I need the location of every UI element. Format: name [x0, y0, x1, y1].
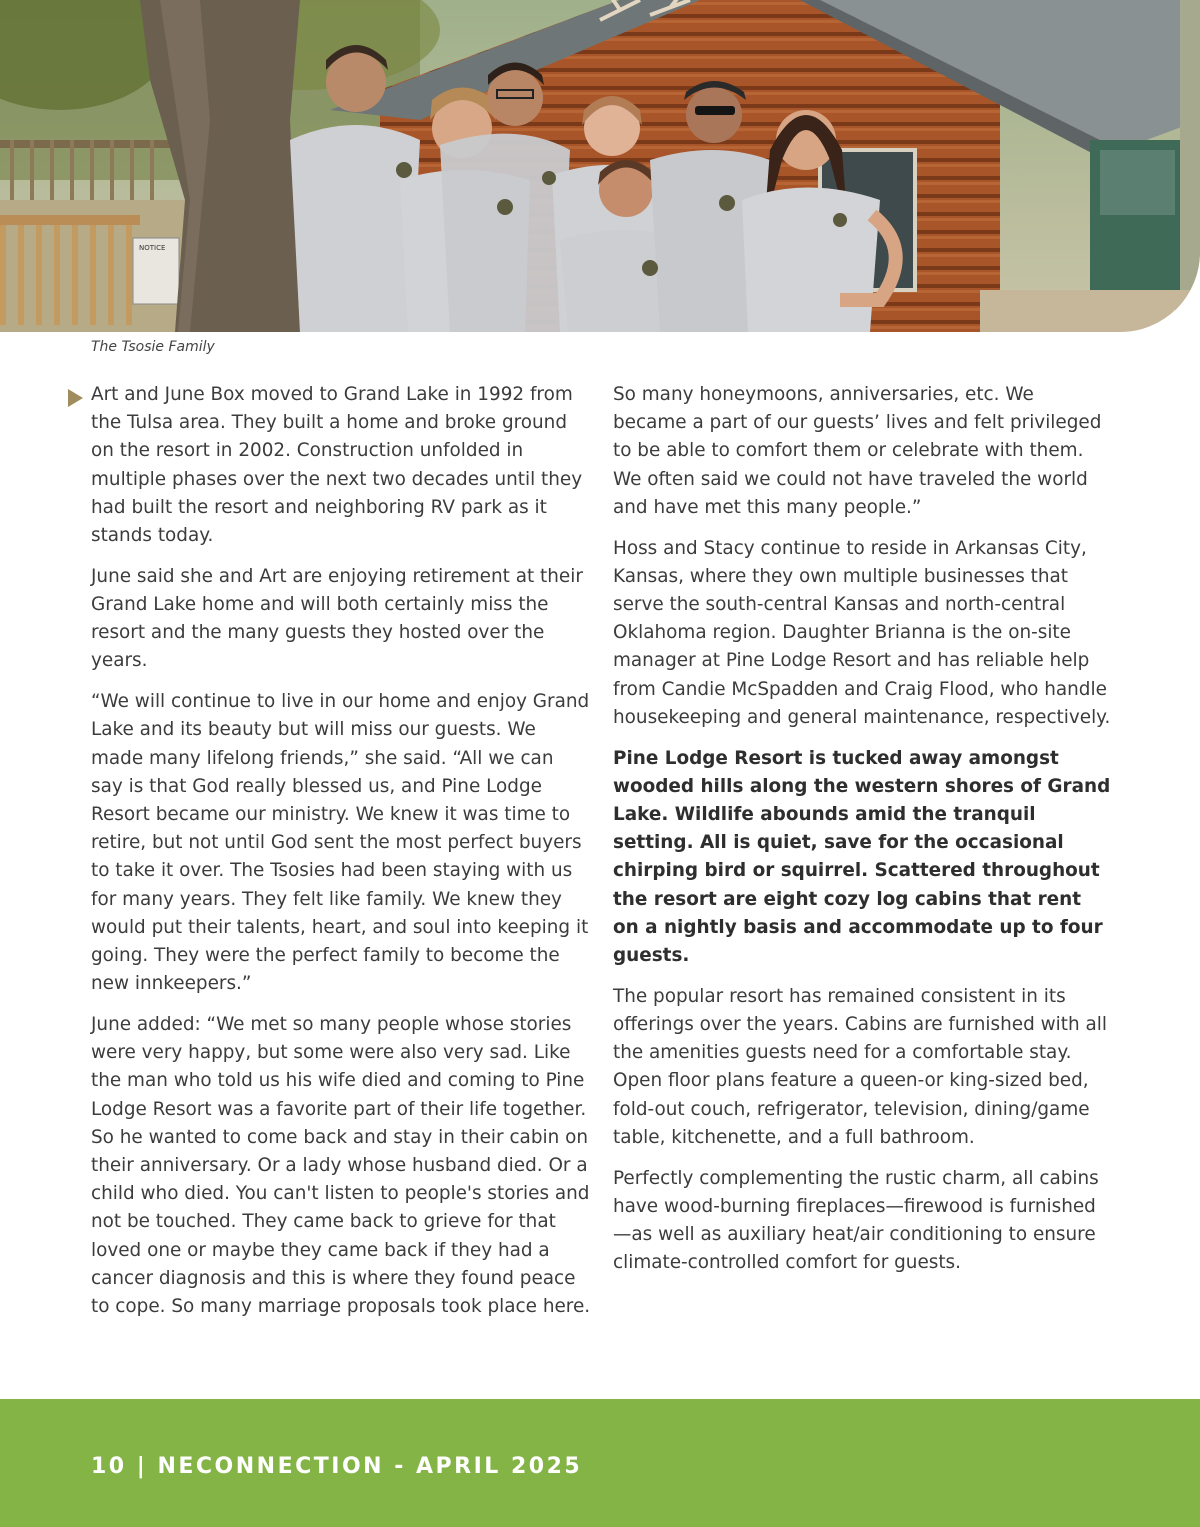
- article-paragraph: “We will continue to live in our home and enjoy Grand Lake and its beauty but will miss our guests. We made many lifelong friends,” she said. “All we can say is that God really blessed us, and Pine Lodge Resort became our ministry. We knew it was time to retire, but not until God sent the most perfect buyers to take it over. The Tsosies had been staying with us for many years. They felt like family. We knew they would put their talents, heart, and soul into keeping it going. They were the perfect family to become the new innkeepers.”: [91, 691, 590, 995]
- article-paragraph: The popular resort has remained consistent in its offerings over the years. Cabins are furnished with all the amenities guests need for a comfortable stay. Open floor plans feature a queen-or king-sized bed, fold-out couch, refrigerator, television, dining/game table, kitchenette, and a full bathroom.: [613, 985, 1107, 1148]
- article-paragraph: June added: “We met so many people whose stories were very happy, but some were also very sad. Like the man who told us his wife died and coming to Pine Lodge Resort was a favorite part of their life together. So he wanted to come back and stay in their cabin on their anniversary. Or a lady whose husband died. Or a child who died. You can't listen to people's stories and not be touched. They came back to grieve for that loved one or maybe they came back if they had a cancer diagnosis and this is where they found peace to cope. So many marriage proposals took place here.: [91, 1014, 591, 1318]
- article-paragraph: Hoss and Stacy continue to reside in Arkansas City, Kansas, where they own multiple businesses that serve the south-central Kansas and north-central Oklahoma region. Daughter Brianna is the on-site manager at Pine Lodge Resort and has reliable help from Candie McSpadden and Craig Flood, who handle housekeeping and general maintenance, respectively.: [613, 537, 1111, 728]
- article-paragraph: Art and June Box moved to Grand Lake in 1992 from the Tulsa area. They built a home and broke ground on the resort in 2002. Construction unfolded in multiple phases over the next two decades until they had built the resort and neighboring RV park as it stands today.: [91, 384, 583, 547]
- family-photo-illustration: [0, 0, 1200, 332]
- article-highlight-paragraph: Pine Lodge Resort is tucked away amongst wooded hills along the western shores of Grand Lake. Wildlife abounds amid the tranquil setting. All is quiet, save for the occasional chirping bird or squirrel. Scattered throughout the resort are eight cozy log cabins that rent on a nightly basis and accommodate up to four guests.: [613, 747, 1111, 967]
- story-continue-arrow-icon: [68, 389, 83, 407]
- page-footer-text: 10 | NECONNECTION - APRIL 2025: [91, 1454, 583, 1479]
- article-paragraph: So many honeymoons, anniversaries, etc. We became a part of our guests’ lives and felt privileged to be able to comfort them or celebrate with them. We often said we could not have traveled the world and have met this many people.”: [613, 384, 1102, 518]
- article-paragraph: Perfectly complementing the rustic charm, all cabins have wood-burning fireplaces—firewood is furnished—as well as auxiliary heat/air conditioning to ensure climate-controlled comfort for guests.: [613, 1167, 1099, 1274]
- photo-caption: The Tsosie Family: [91, 339, 215, 355]
- family-photo: [0, 0, 1200, 332]
- article-right-column: [613, 381, 1113, 1290]
- notice-sign-text: NOTICE: [139, 244, 166, 252]
- article-paragraph: June said she and Art are enjoying retirement at their Grand Lake home and will both certainly miss the resort and the many guests they hosted over the years.: [91, 565, 583, 672]
- article-left-column: [91, 381, 591, 1334]
